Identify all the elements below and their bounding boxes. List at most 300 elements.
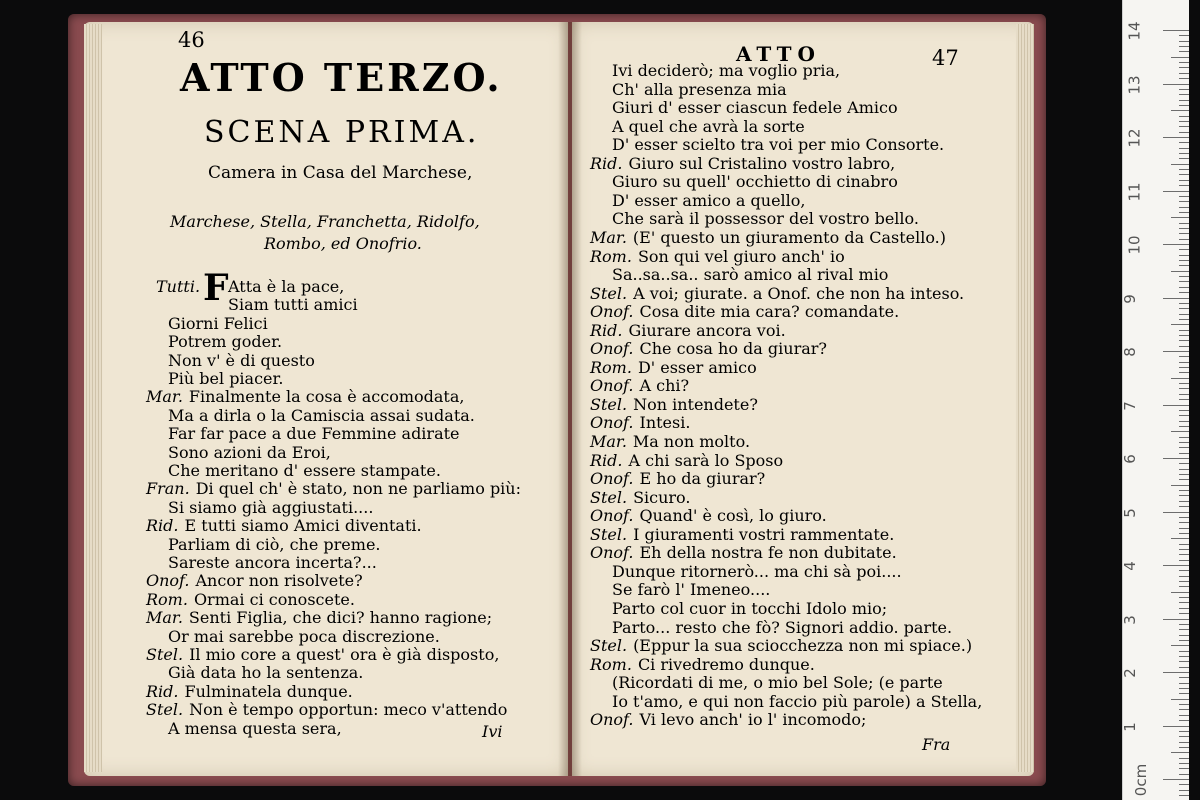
ruler-tick — [1179, 544, 1189, 545]
ruler-tick — [1179, 758, 1189, 759]
ruler-tick — [1171, 645, 1189, 646]
dialogue-line — [168, 333, 282, 351]
dialogue-line — [590, 377, 689, 395]
ruler-tick — [1179, 742, 1189, 743]
ruler-tick — [1179, 640, 1189, 641]
dialogue-text: Eh della nostra fe non dubitate. — [639, 543, 897, 563]
ruler-tick — [1163, 458, 1189, 459]
ruler-tick — [1179, 35, 1189, 36]
ruler-tick — [1179, 501, 1189, 502]
speaker-tag: Rid. — [590, 153, 623, 173]
dialogue-text: Parto... resto che fò? Signori addio. parte. — [612, 617, 953, 637]
dialogue-line — [612, 674, 943, 692]
speaker-tag: Mar. — [590, 432, 627, 451]
ruler-tick — [1171, 217, 1189, 218]
ruler-tick — [1179, 463, 1189, 464]
ruler-tick — [1179, 688, 1189, 689]
dialogue-text: Vi levo anch' io l' incomodo; — [639, 710, 867, 730]
page-number-right: 47 — [932, 46, 959, 70]
ruler-tick — [1179, 383, 1189, 384]
ruler-tick — [1179, 415, 1189, 416]
dialogue-line — [168, 720, 342, 738]
ruler-tick — [1179, 239, 1189, 240]
cast-list-line-2: Rombo, ed Onofrio. — [264, 234, 422, 253]
ruler-tick — [1179, 426, 1189, 427]
dialogue-text: Senti Figlia, che dici? hanno ragione; — [188, 608, 493, 628]
ruler-tick — [1171, 110, 1189, 111]
ruler-tick — [1179, 437, 1189, 438]
dialogue-text: I giuramenti vostri rammentate. — [633, 524, 895, 544]
speaker-tag: Fran. — [146, 479, 190, 499]
dialogue-line — [590, 340, 827, 358]
ruler-tick — [1179, 335, 1189, 336]
ruler-label: 4 — [1120, 561, 1139, 571]
dialogue-line — [168, 370, 284, 388]
ruler-tick — [1179, 635, 1189, 636]
ruler-tick — [1179, 629, 1189, 630]
ruler-tick — [1171, 57, 1189, 58]
ruler-tick — [1179, 608, 1189, 609]
ruler-tick — [1179, 340, 1189, 341]
ruler-label: 2 — [1120, 668, 1139, 678]
page-number: 46 — [178, 28, 205, 52]
ruler-label: 6 — [1120, 454, 1139, 464]
dialogue-line — [590, 433, 750, 451]
dialogue-line — [146, 683, 353, 701]
ruler-tick — [1179, 715, 1189, 716]
speaker-tag: Stel. — [590, 394, 628, 414]
ruler-tick — [1163, 137, 1189, 138]
ruler-tick — [1179, 372, 1189, 373]
catchword-right: Fra — [922, 735, 951, 754]
ruler-tick — [1179, 153, 1189, 154]
speaker-tag: Onof. — [146, 571, 190, 591]
ruler-tick — [1179, 362, 1189, 363]
ruler-tick — [1179, 132, 1189, 133]
dialogue-text: Siam tutti amici — [228, 295, 358, 315]
dialogue-text: Ch' alla presenza mia — [612, 79, 787, 99]
dialogue-line — [612, 619, 952, 637]
ruler-tick — [1179, 522, 1189, 523]
ruler-tick — [1179, 453, 1189, 454]
speaker-tag: Onof. — [590, 469, 634, 489]
ruler-tick — [1163, 30, 1189, 31]
ruler-tick — [1179, 116, 1189, 117]
ruler-tick — [1179, 223, 1189, 224]
dialogue-text: A chi? — [639, 376, 690, 396]
dialogue-line — [146, 609, 492, 627]
dialogue-text: Cosa dite mia cara? comandate. — [639, 302, 900, 322]
ruler-tick — [1179, 228, 1189, 229]
dialogue-text: Giorni Felici — [168, 313, 268, 333]
dialogue-line — [612, 62, 840, 80]
ruler-tick — [1179, 624, 1189, 625]
dialogue-text: Ci rivedremo dunque. — [637, 654, 815, 674]
ruler-label: 3 — [1120, 614, 1139, 625]
right-page-edges — [1016, 24, 1034, 772]
dialogue-text: Far far pace a due Femmine adirate — [168, 424, 460, 444]
act-title: ATTO TERZO. — [180, 55, 503, 100]
book-gutter — [558, 22, 582, 776]
ruler-tick — [1163, 672, 1189, 673]
dialogue-text: Ormai ci conoscete. — [193, 589, 355, 609]
dialogue-line — [146, 572, 363, 590]
dialogue-text: Giuri d' esser ciascun fedele Amico — [612, 98, 898, 118]
ruler-tick — [1163, 619, 1189, 620]
ruler-tick — [1179, 196, 1189, 197]
speaker-tag: Onof. — [590, 376, 634, 396]
dialogue-text: E ho da giurar? — [639, 469, 766, 489]
dialogue-text: Intesi. — [639, 413, 691, 433]
ruler-tick — [1179, 421, 1189, 422]
ruler-tick — [1179, 768, 1189, 769]
ruler-tick — [1179, 394, 1189, 395]
speaker-tag: Rom. — [590, 357, 632, 377]
dialogue-text: Parto col cuor in tocchi Idolo mio; — [612, 598, 888, 618]
dialogue-line — [146, 701, 507, 719]
dialogue-line — [146, 480, 521, 498]
dialogue-text: Ma a dirla o la Camiscia assai sudata. — [168, 405, 475, 425]
speaker-tag: Rid. — [590, 320, 623, 340]
ruler-label: 11 — [1125, 181, 1144, 202]
ruler-tick — [1179, 180, 1189, 181]
ruler-tick — [1163, 726, 1189, 727]
ruler-tick — [1171, 538, 1189, 539]
ruler-tick — [1171, 164, 1189, 165]
dialogue-line — [228, 296, 358, 314]
dialogue-text: Si siamo già aggiustati.... — [168, 497, 374, 517]
ruler-tick — [1179, 474, 1189, 475]
speaker-tag: Onof. — [590, 339, 634, 359]
ruler-tick — [1179, 731, 1189, 732]
ruler-tick — [1179, 533, 1189, 534]
speaker-tag: Stel. — [590, 283, 628, 303]
ruler-tick — [1179, 367, 1189, 368]
dialogue-text: Giuro sul Cristalino vostro labro, — [628, 153, 896, 173]
ruler-tick — [1179, 174, 1189, 175]
ruler-tick — [1179, 158, 1189, 159]
ruler-tick — [1179, 212, 1189, 213]
ruler-tick — [1171, 485, 1189, 486]
ruler-label: 7 — [1120, 400, 1139, 411]
dialogue-text: Io t'amo, e qui non faccio più parole) a Stella, — [612, 691, 983, 711]
dialogue-text: Che cosa ho da giurar? — [639, 339, 827, 359]
ruler-tick — [1179, 469, 1189, 470]
dialogue-text: Dunque ritornerò... ma chi sà poi.... — [612, 561, 902, 581]
dialogue-text: (E' questo un giuramento da Castello.) — [632, 227, 946, 247]
ruler-tick — [1179, 78, 1189, 79]
speaker-tag: Stel. — [590, 524, 628, 544]
ruler-label: 8 — [1120, 347, 1139, 357]
dialogue-line — [590, 396, 758, 414]
ruler-tick — [1179, 560, 1189, 561]
speaker-tag: Onof. — [590, 710, 634, 730]
ruler-tick — [1179, 784, 1189, 785]
dialogue-line — [612, 173, 898, 191]
speaker-tag: Tutti. — [156, 277, 201, 296]
dialogue-line — [590, 303, 899, 321]
dialogue-text: D' esser amico a quello, — [612, 190, 806, 210]
dialogue-text: D' esser scielto tra voi per mio Consorte. — [612, 135, 945, 155]
dialogue-line — [612, 563, 902, 581]
speaker-tag: Stel. — [146, 645, 184, 664]
ruler-tick — [1179, 105, 1189, 106]
ruler-tick — [1179, 597, 1189, 598]
ruler-tick — [1179, 308, 1189, 309]
ruler-tick — [1171, 592, 1189, 593]
dialogue-text: Che sarà il possessor del vostro bello. — [612, 209, 919, 229]
ruler-tick — [1163, 512, 1189, 513]
dialogue-line — [590, 285, 964, 303]
ruler-tick — [1163, 565, 1189, 566]
ruler-tick — [1179, 763, 1189, 764]
dialogue-line — [612, 581, 770, 599]
ruler-tick — [1179, 260, 1189, 261]
dialogue-text: A voi; giurate. a Onof. che non ha inteso. — [633, 283, 965, 303]
dialogue-line — [168, 352, 315, 370]
dialogue-line — [168, 462, 441, 480]
dialogue-text: Sono azioni da Eroi, — [168, 442, 331, 462]
dialogue-line — [168, 554, 377, 572]
ruler-tick — [1179, 656, 1189, 657]
dialogue-text: Quand' è così, lo giuro. — [639, 506, 827, 526]
ruler-tick — [1179, 281, 1189, 282]
ruler-tick — [1179, 490, 1189, 491]
ruler-label: 5 — [1120, 507, 1139, 518]
speaker-tag: Stel. — [590, 636, 628, 656]
dialogue-line — [590, 248, 845, 266]
ruler-tick — [1179, 495, 1189, 496]
ruler-tick — [1171, 271, 1189, 272]
ruler-tick — [1179, 528, 1189, 529]
dialogue-line — [146, 388, 464, 406]
scene-title: SCENA PRIMA. — [204, 115, 480, 150]
dialogue-line — [612, 266, 888, 284]
ruler-tick — [1179, 121, 1189, 122]
ruler-tick — [1171, 699, 1189, 700]
dialogue-text: Ivi deciderò; ma voglio pria, — [612, 61, 841, 80]
ruler-tick — [1179, 720, 1189, 721]
ruler-tick — [1179, 356, 1189, 357]
ruler-tick — [1179, 46, 1189, 47]
dialogue-line — [168, 536, 381, 554]
speaker-tag: Mar. — [146, 608, 183, 628]
dialogue-line — [168, 315, 268, 333]
ruler-tick — [1179, 576, 1189, 577]
dialogue-text: (Eppur la sua sciocchezza non mi spiace.) — [633, 636, 973, 656]
ruler-tick — [1179, 62, 1189, 63]
ruler-tick — [1179, 661, 1189, 662]
dialogue-text: Finalmente la cosa è accomodata, — [188, 387, 465, 407]
dialogue-line — [612, 99, 898, 117]
ruler-tick — [1179, 704, 1189, 705]
ruler-tick — [1179, 303, 1189, 304]
ruler-tick — [1163, 84, 1189, 85]
running-head: ATTO — [736, 42, 821, 66]
dialogue-text: Se farò l' Imeneo.... — [612, 580, 771, 600]
dialogue-line — [612, 693, 982, 711]
dialogue-text: Di quel ch' è stato, non ne parliamo più: — [195, 479, 521, 499]
ruler-tick — [1179, 554, 1189, 555]
ruler-tick — [1179, 314, 1189, 315]
ruler-tick — [1179, 506, 1189, 507]
ruler-tick — [1179, 67, 1189, 68]
ruler-tick — [1179, 89, 1189, 90]
measurement-ruler — [1122, 0, 1189, 800]
dialogue-line — [612, 600, 887, 618]
dialogue-line — [590, 155, 895, 173]
dialogue-line — [146, 646, 499, 664]
ruler-tick — [1179, 94, 1189, 95]
ruler-tick — [1163, 405, 1189, 406]
ruler-tick — [1179, 233, 1189, 234]
speaker-tag: Onof. — [590, 506, 634, 526]
dialogue-text: Che meritano d' essere stampate. — [168, 461, 441, 480]
dialogue-text: Parliam di ciò, che preme. — [168, 534, 381, 554]
dialogue-line — [590, 526, 894, 544]
scene-setting: Camera in Casa del Marchese, — [208, 163, 473, 183]
ruler-tick — [1179, 667, 1189, 668]
speaker-tag: Rom. — [590, 246, 632, 266]
ruler-label: 0cm — [1132, 763, 1151, 797]
ruler-tick — [1179, 287, 1189, 288]
ruler-tick — [1179, 774, 1189, 775]
ruler-tick — [1171, 752, 1189, 753]
ruler-tick — [1179, 581, 1189, 582]
speaker-tag: Mar. — [590, 227, 627, 247]
dialogue-line — [168, 628, 440, 646]
dialogue-line — [590, 414, 690, 432]
dialogue-line — [146, 517, 422, 535]
ruler-tick — [1179, 479, 1189, 480]
speaker-tag: Rid. — [146, 516, 179, 536]
ruler-label: 13 — [1125, 74, 1144, 95]
ruler-tick — [1163, 779, 1189, 780]
ruler-tick — [1179, 51, 1189, 52]
speaker-tag: Onof. — [590, 543, 634, 563]
cast-list-line-1: Marchese, Stella, Franchetta, Ridolfo, — [170, 212, 480, 231]
ruler-tick — [1163, 298, 1189, 299]
dialogue-line — [168, 407, 475, 425]
ruler-tick — [1163, 351, 1189, 352]
dialogue-line — [590, 452, 783, 470]
dialogue-line — [228, 278, 344, 296]
dialogue-line — [612, 118, 805, 136]
speaker-tag: Rom. — [146, 589, 188, 609]
ruler-tick — [1179, 142, 1189, 143]
ruler-tick — [1163, 244, 1189, 245]
ruler-tick — [1179, 549, 1189, 550]
dialogue-line — [612, 192, 806, 210]
ruler-tick — [1179, 442, 1189, 443]
speaker-tag: Stel. — [146, 700, 184, 720]
ruler-tick — [1179, 100, 1189, 101]
dialogue-text: A mensa questa sera, — [168, 718, 342, 738]
ruler-tick — [1179, 795, 1189, 796]
ruler-tick — [1179, 148, 1189, 149]
dialogue-text: Non intendete? — [633, 394, 758, 414]
dialogue-text: Atta è la pace, — [228, 277, 345, 296]
dialogue-line — [590, 507, 827, 525]
ruler-tick — [1179, 613, 1189, 614]
dialogue-line — [590, 470, 765, 488]
ruler-tick — [1179, 517, 1189, 518]
speaker-tag: Rid. — [146, 681, 179, 701]
dialogue-line — [590, 656, 815, 674]
dialogue-line — [590, 489, 691, 507]
ruler-tick — [1179, 126, 1189, 127]
ruler-tick — [1179, 790, 1189, 791]
dialogue-text: Giuro su quell' occhietto di cinabro — [612, 172, 898, 192]
dialogue-line — [168, 425, 460, 443]
ruler-tick — [1163, 191, 1189, 192]
dialogue-line — [612, 81, 787, 99]
dialogue-line — [612, 136, 944, 154]
ruler-label: 12 — [1125, 128, 1144, 148]
ruler-tick — [1179, 346, 1189, 347]
ruler-tick — [1171, 324, 1189, 325]
ruler-tick — [1179, 330, 1189, 331]
dialogue-text: Fulminatela dunque. — [184, 681, 353, 701]
ruler-label: 10 — [1125, 235, 1144, 255]
dialogue-line — [590, 229, 946, 247]
ruler-tick — [1179, 41, 1189, 42]
dialogue-text: Già data ho la sentenza. — [168, 663, 364, 683]
speaker-tag: Rid. — [590, 450, 623, 470]
dialogue-text: A quel che avrà la sorte — [612, 116, 805, 136]
dialogue-text: D' esser amico — [637, 357, 757, 377]
speaker-tag: Onof. — [590, 413, 634, 433]
dialogue-line — [590, 359, 757, 377]
ruler-tick — [1179, 207, 1189, 208]
dialogue-line — [168, 664, 363, 682]
ruler-tick — [1179, 249, 1189, 250]
ruler-tick — [1179, 276, 1189, 277]
speaker-tag: Onof. — [590, 302, 634, 322]
speaker-tag: Rom. — [590, 654, 632, 674]
ruler-tick — [1179, 73, 1189, 74]
dialogue-text: Più bel piacer. — [168, 369, 284, 388]
dialogue-line — [168, 499, 373, 517]
dialogue-text: E tutti siamo Amici diventati. — [184, 516, 422, 536]
dialogue-text: Il mio core a quest' ora è già disposto, — [189, 645, 500, 664]
dialogue-line — [168, 444, 331, 462]
dialogue-text: Or mai sarebbe poca discrezione. — [168, 626, 440, 646]
ruler-tick — [1179, 201, 1189, 202]
ruler-tick — [1179, 319, 1189, 320]
ruler-label: 14 — [1125, 21, 1144, 41]
dialogue-text: Potrem goder. — [168, 332, 283, 352]
dialogue-line — [590, 637, 972, 655]
ruler-tick — [1171, 431, 1189, 432]
ruler-tick — [1179, 693, 1189, 694]
dialogue-text: Sicuro. — [633, 487, 691, 507]
dialogue-line — [590, 322, 786, 340]
ruler-tick — [1179, 265, 1189, 266]
drop-cap: F — [203, 267, 229, 309]
speaker-tag: Stel. — [590, 487, 628, 507]
dialogue-line — [146, 591, 355, 609]
ruler-tick — [1179, 602, 1189, 603]
dialogue-line — [612, 210, 919, 228]
catchword: Ivi — [482, 722, 503, 741]
dialogue-text: Son qui vel giuro anch' io — [637, 246, 845, 266]
speaker-tag: Mar. — [146, 387, 183, 407]
ruler-tick — [1179, 651, 1189, 652]
ruler-tick — [1179, 677, 1189, 678]
ruler-tick — [1179, 586, 1189, 587]
dialogue-text: Non v' è di questo — [168, 350, 315, 370]
